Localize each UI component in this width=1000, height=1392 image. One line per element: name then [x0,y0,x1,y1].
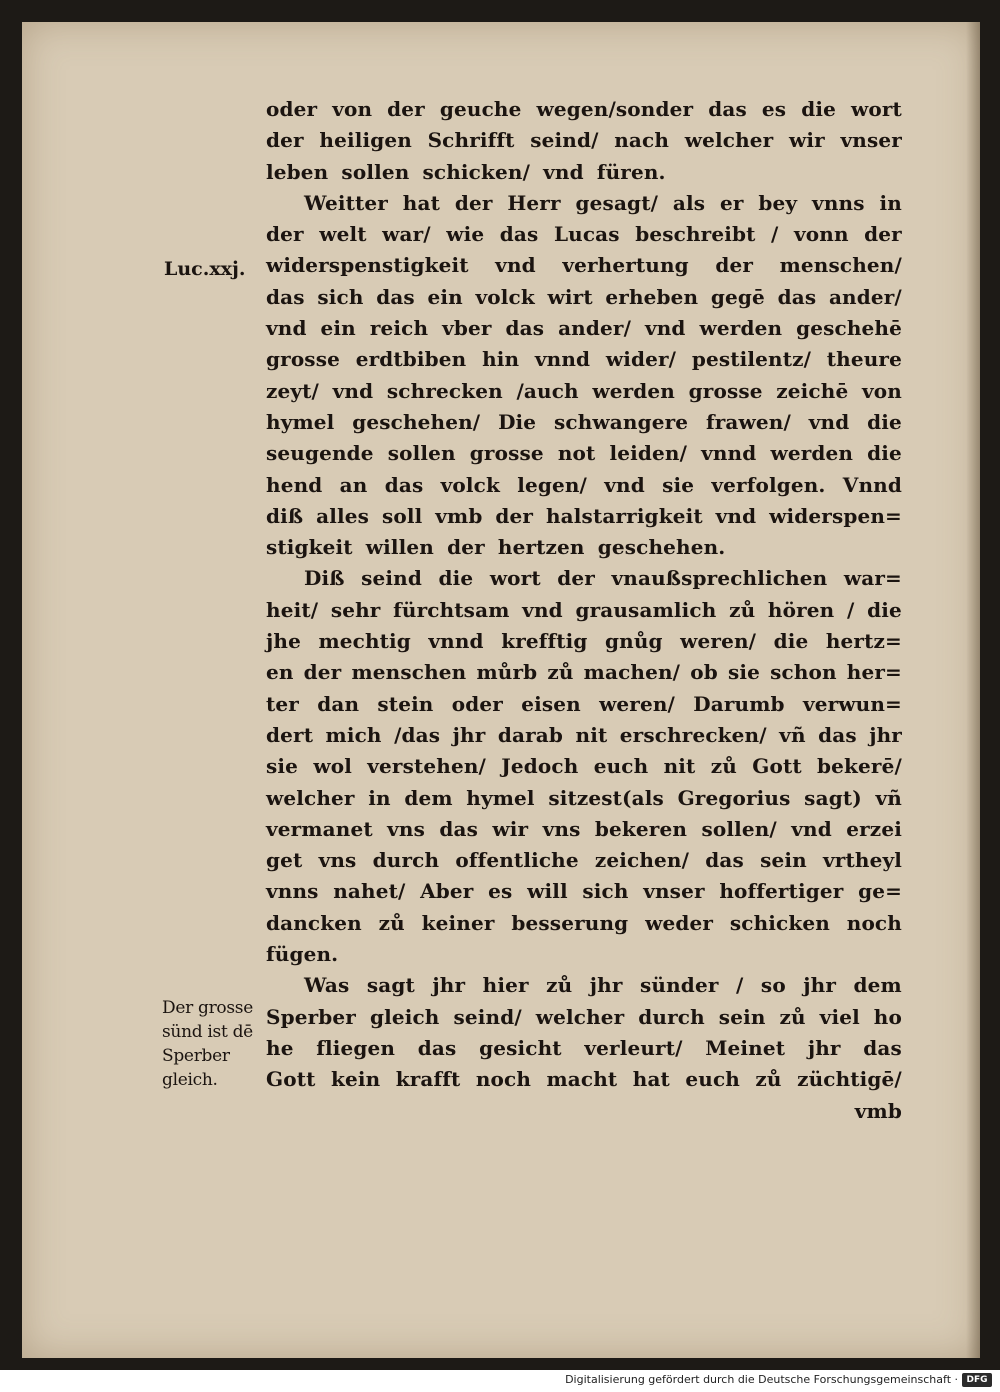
dfg-logo: DFG [962,1373,992,1387]
text-line: der heiligen Schrifft seind/ nach welcher wir vnser [266,128,902,153]
body-text [266,94,902,1127]
text-line: seugende sollen grosse not leiden/ vnnd werden die [266,441,902,466]
text-line: vnns nahet/ Aber es will sich vnser hoffertiger ge= [266,879,902,904]
text-line: he fliegen das gesicht verleurt/ Meinet jhr das [266,1035,902,1060]
funding-credit: Digitalisierung gefördert durch die Deutsche Forschungsgemeinschaft · [565,1373,958,1386]
text-line: vermanet vns das wir vns bekeren sollen/ vnd erzei [266,816,902,841]
text-line: dancken zů keiner besserung weder schicken noch [266,910,902,935]
margin-note-line: gleich. [162,1070,218,1090]
text-line: zeyt/ vnd schrecken /auch werden grosse zeichē von [266,378,902,403]
text-line: oder von der geuche wegen/sonder das es die wort [266,97,902,121]
text-line: get vns durch offentliche zeichen/ das sein vrtheyl [266,848,902,873]
text-line: diß alles soll vmb der halstarrigkeit vnd widerspen= [266,503,902,528]
text-line: Weitter hat der Herr gesagt/ als er bey vnns in [304,190,902,215]
text-line: der welt war/ wie das Lucas beschreibt / vonn der [266,222,902,247]
text-line: stigkeit willen der hertzen geschehen. [266,535,726,560]
text-line: ter dan stein oder eisen weren/ Darumb verwun= [266,691,902,716]
text-line: Sperber gleich seind/ welcher durch sein zů viel ho [266,1004,902,1029]
text-line: vnd ein reich vber das ander/ vnd werden geschehē [266,316,902,341]
margin-note-line: Der grosse [162,998,253,1018]
text-line: Diß seind die wort der vnaußsprechlichen war= [304,566,902,591]
text-line: widerspenstigkeit vnd verhertung der menschen/ [266,253,902,278]
catchword: vmb [854,1098,902,1123]
text-line: hymel geschehen/ Die schwangere frawen/ vnd die [266,409,902,434]
text-line: en der menschen můrb zů machen/ ob sie schon her= [266,660,902,685]
text-line: sie wol verstehen/ Jedoch euch nit zů Gott bekerē/ [266,754,902,779]
margin-note-line: sünd ist dē [162,1022,253,1042]
text-line: fügen. [266,942,339,967]
margin-note-line: Sperber [162,1046,230,1066]
text-line: heit/ sehr fürchtsam vnd grausamlich zů hören / die [266,597,902,622]
text-line: das sich das ein volck wirt erheben gegē das ander/ [266,284,902,309]
margin-note-sperber [162,996,253,1092]
text-line: dert mich /das jhr darab nit erschrecken/ vñ das jhr [266,722,902,747]
text-line: leben sollen schicken/ vnd füren. [266,159,666,184]
text-line: Was sagt jhr hier zů jhr sünder / so jhr dem [304,973,902,998]
text-line: jhe mechtig vnnd krefftig gnůg weren/ die hertz= [266,629,902,654]
page-edge-shadow [966,22,980,1358]
text-line: Gott kein krafft noch macht hat euch zů züchtigē/ [266,1067,902,1092]
text-line: welcher in dem hymel sitzest(als Gregorius sagt) vñ [266,785,902,810]
text-line: grosse erdtbiben hin vnnd wider/ pestilentz/ theure [266,347,902,372]
margin-note-luc: Luc.xxj. [164,258,246,280]
footer [0,1370,1000,1392]
text-line: hend an das volck legen/ vnd sie verfolgen. Vnnd [266,472,902,497]
